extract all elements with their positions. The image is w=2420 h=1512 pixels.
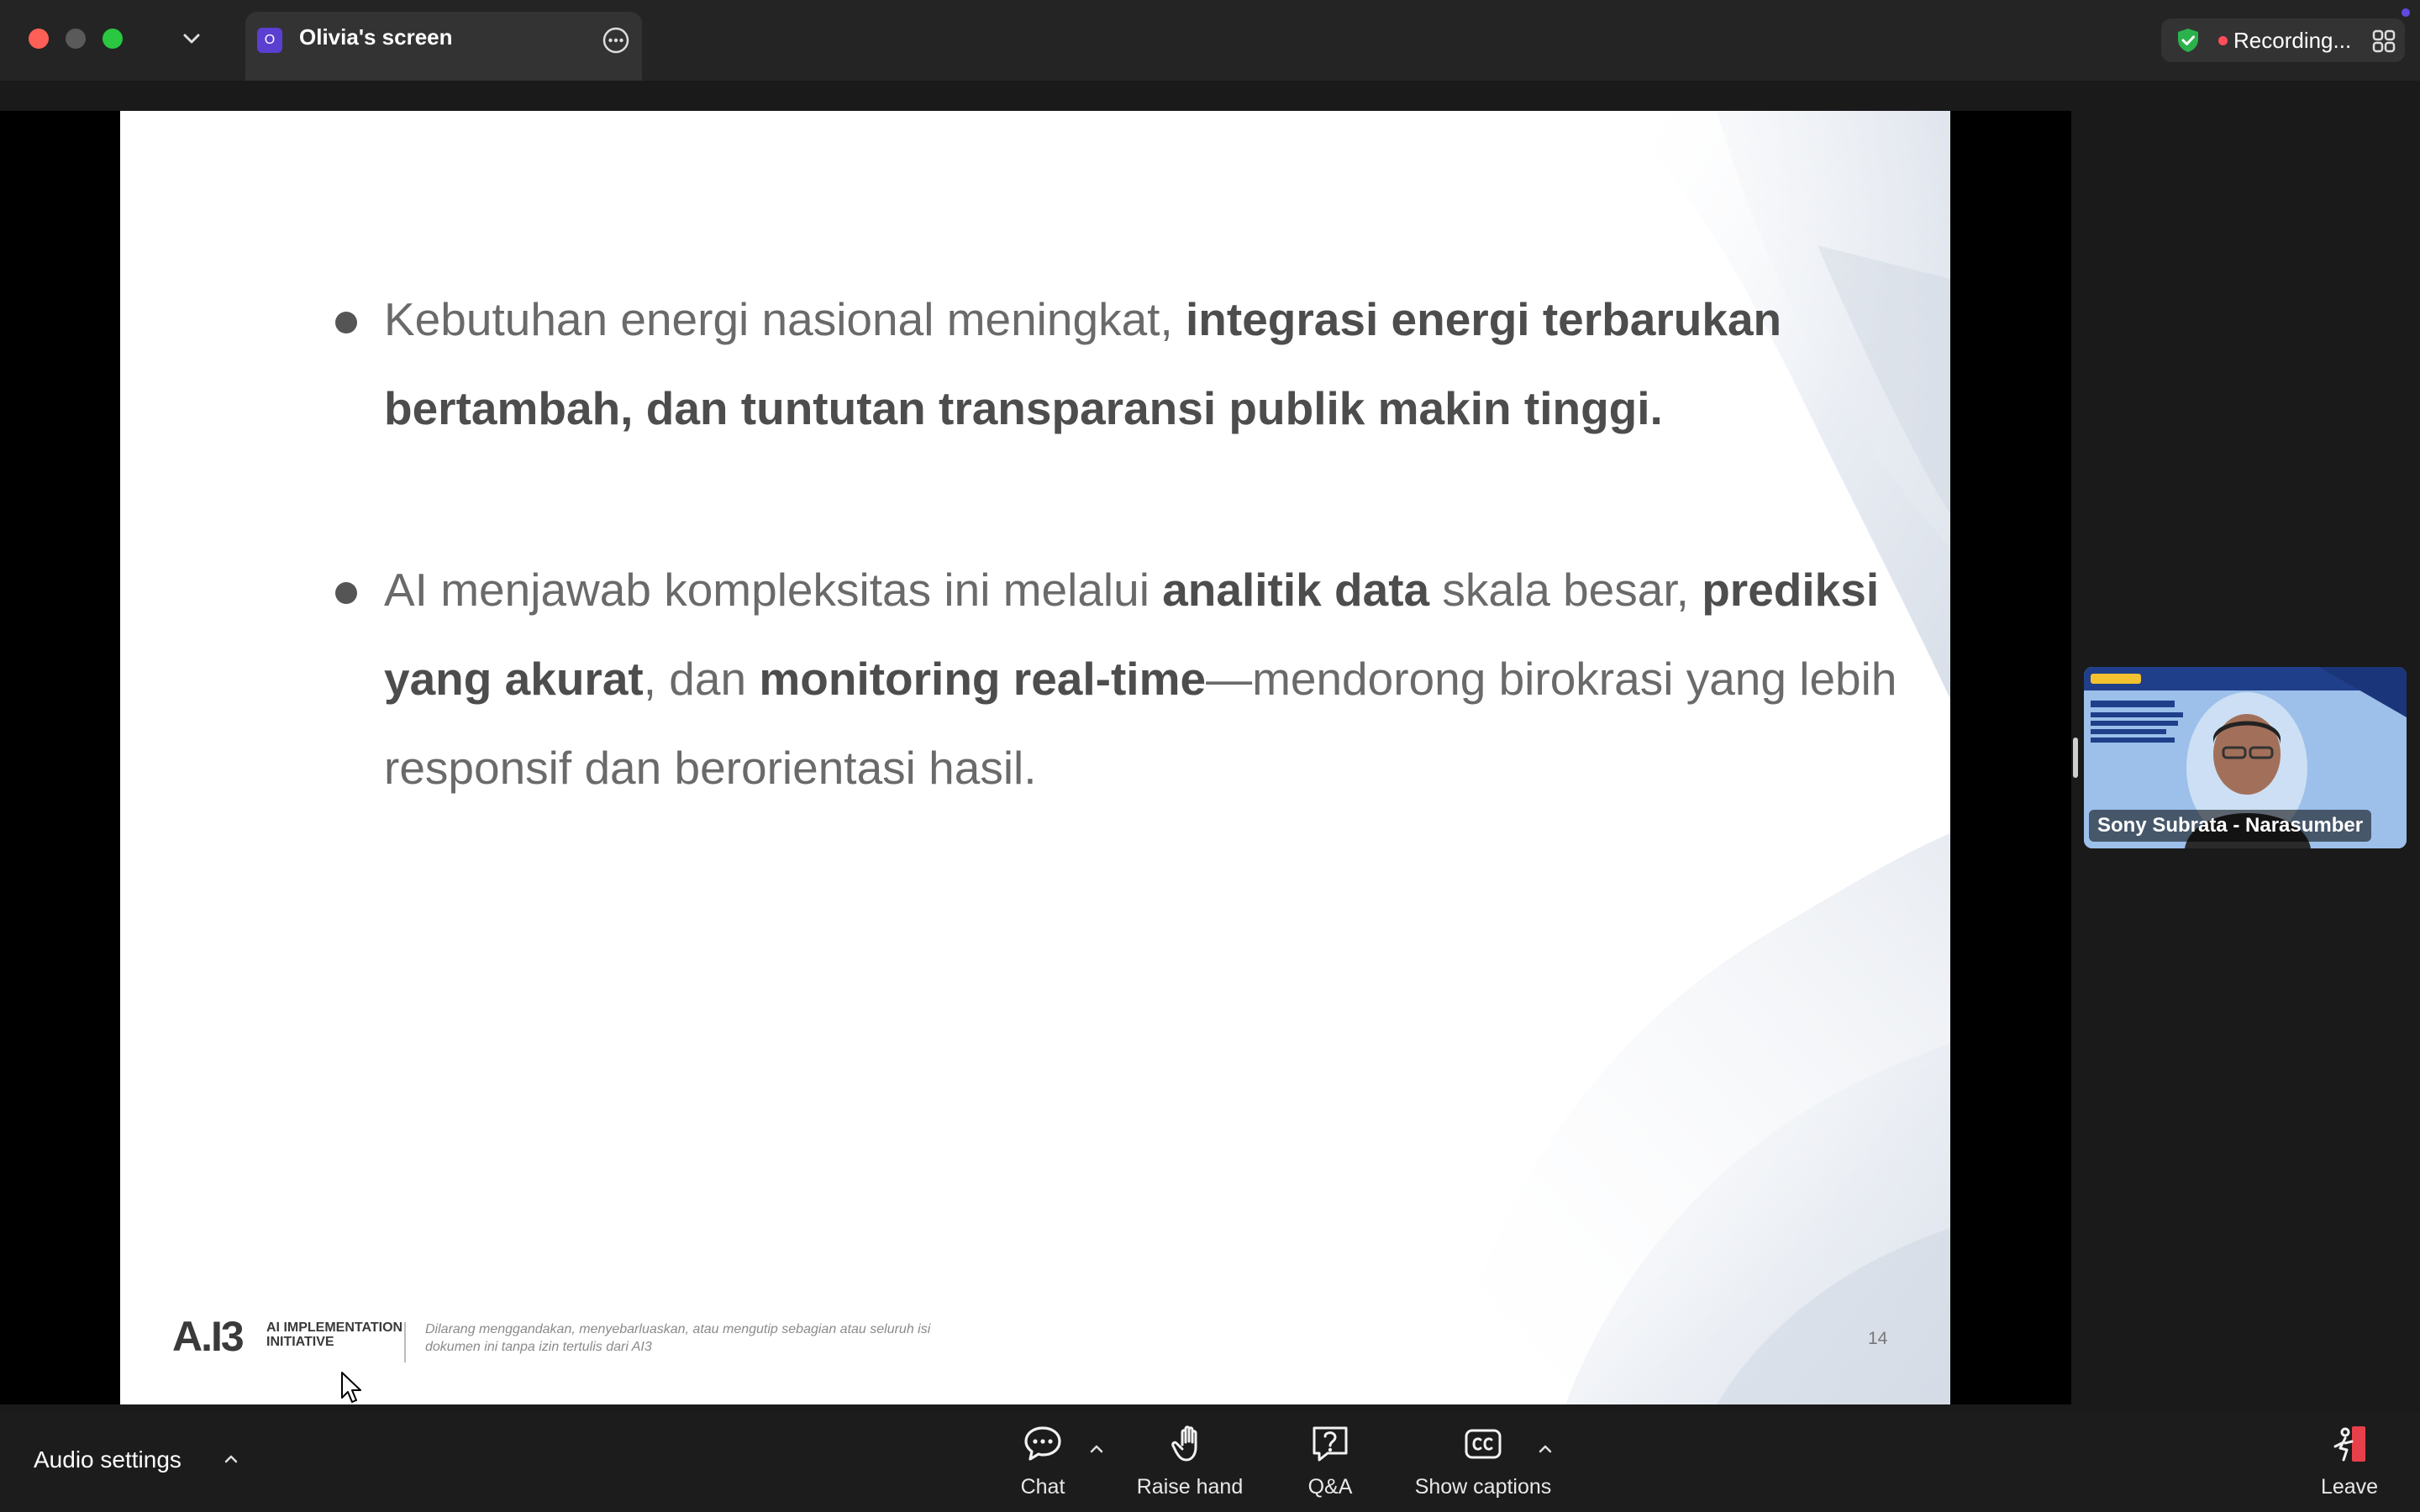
text-run: AI menjawab kompleksitas ini melalui	[384, 564, 1163, 616]
audio-settings-button[interactable]: Audio settings	[34, 1446, 182, 1473]
text-run: —mendorong birokrasi yang lebih responsif dan berorientasi hasil.	[384, 653, 1897, 794]
leave-label: Leave	[2320, 1475, 2379, 1499]
participant-video-tile[interactable]	[2084, 667, 2407, 848]
leave-button[interactable]	[2316, 1423, 2383, 1499]
bullet-dot	[335, 312, 357, 333]
close-window-button[interactable]	[29, 29, 49, 49]
footer-disclaimer: Dilarang menggandakan, menyebarluaskan, atau mengutip sebagian atau seluruh isi dokumen ini tanpa izin tertulis dari AI3	[425, 1322, 931, 1354]
chevron-up-icon[interactable]	[1536, 1440, 1555, 1458]
closed-captions-icon	[1462, 1423, 1504, 1465]
slide-bullet-2	[384, 545, 1950, 812]
bullet-dot	[335, 582, 357, 604]
qa-label: Q&A	[1307, 1475, 1353, 1499]
text-run: Kebutuhan energi nasional meningkat,	[384, 293, 1186, 345]
question-icon	[1309, 1423, 1351, 1465]
text-run: skala besar,	[1429, 564, 1702, 616]
logo-mark: A.I3	[172, 1313, 243, 1360]
text-run: , dan	[643, 653, 760, 705]
slide-bullet-1-text	[384, 293, 1781, 434]
chevron-up-icon[interactable]	[222, 1450, 240, 1468]
logo-subtitle: AI IMPLEMENTATION INITIATIVE	[266, 1320, 403, 1349]
mouse-cursor-icon	[339, 1371, 363, 1404]
shield-check-icon[interactable]	[2175, 27, 2202, 54]
screen-share-title: Olivia's screen	[299, 24, 453, 50]
chat-button[interactable]	[1008, 1423, 1077, 1499]
recording-indicator[interactable]	[2161, 18, 2405, 62]
notification-dot	[2402, 8, 2410, 17]
footer-divider	[404, 1322, 406, 1362]
qa-button[interactable]	[1301, 1423, 1360, 1499]
more-options-icon[interactable]	[602, 26, 630, 55]
bold-text-run: integrasi energi terbarukan bertambah, dan tuntutan transparansi publik makin tinggi.	[384, 293, 1782, 434]
screen-share-tab[interactable]	[245, 12, 642, 81]
bold-text-run: analitik data	[1162, 564, 1430, 616]
bold-text-run: monitoring real-time	[759, 653, 1207, 705]
chevron-up-icon[interactable]	[1087, 1440, 1106, 1458]
title-bar	[0, 0, 2420, 81]
maximize-window-button[interactable]	[103, 29, 123, 49]
chat-icon	[1022, 1423, 1064, 1465]
recording-dot	[2218, 36, 2228, 45]
gallery-scroll-handle[interactable]	[2073, 738, 2078, 778]
leave-door-icon	[2328, 1423, 2370, 1465]
show-captions-button[interactable]	[1412, 1423, 1555, 1499]
bold-text-run: prediksi yang akurat	[384, 564, 1880, 705]
participant-name: Sony Subrata - Narasumber	[2089, 810, 2371, 842]
slide-bullet-1	[384, 275, 1950, 453]
chat-label: Chat	[1020, 1475, 1065, 1499]
shared-screen-area	[0, 111, 2071, 1404]
show-captions-label: Show captions	[1414, 1475, 1552, 1499]
chevron-down-icon[interactable]	[180, 27, 203, 50]
recording-label: Recording...	[2233, 28, 2352, 53]
hand-icon	[1169, 1423, 1211, 1465]
view-grid-icon[interactable]	[2371, 29, 2396, 54]
avatar: O	[257, 28, 282, 53]
presentation-slide	[120, 111, 1950, 1404]
meeting-toolbar	[0, 1413, 2420, 1512]
slide-bullet-2-text	[384, 564, 1897, 794]
minimize-window-button[interactable]	[66, 29, 86, 49]
raise-hand-label: Raise hand	[1136, 1475, 1244, 1499]
slide-page-number: 14	[1868, 1329, 1888, 1348]
raise-hand-button[interactable]	[1129, 1423, 1250, 1499]
